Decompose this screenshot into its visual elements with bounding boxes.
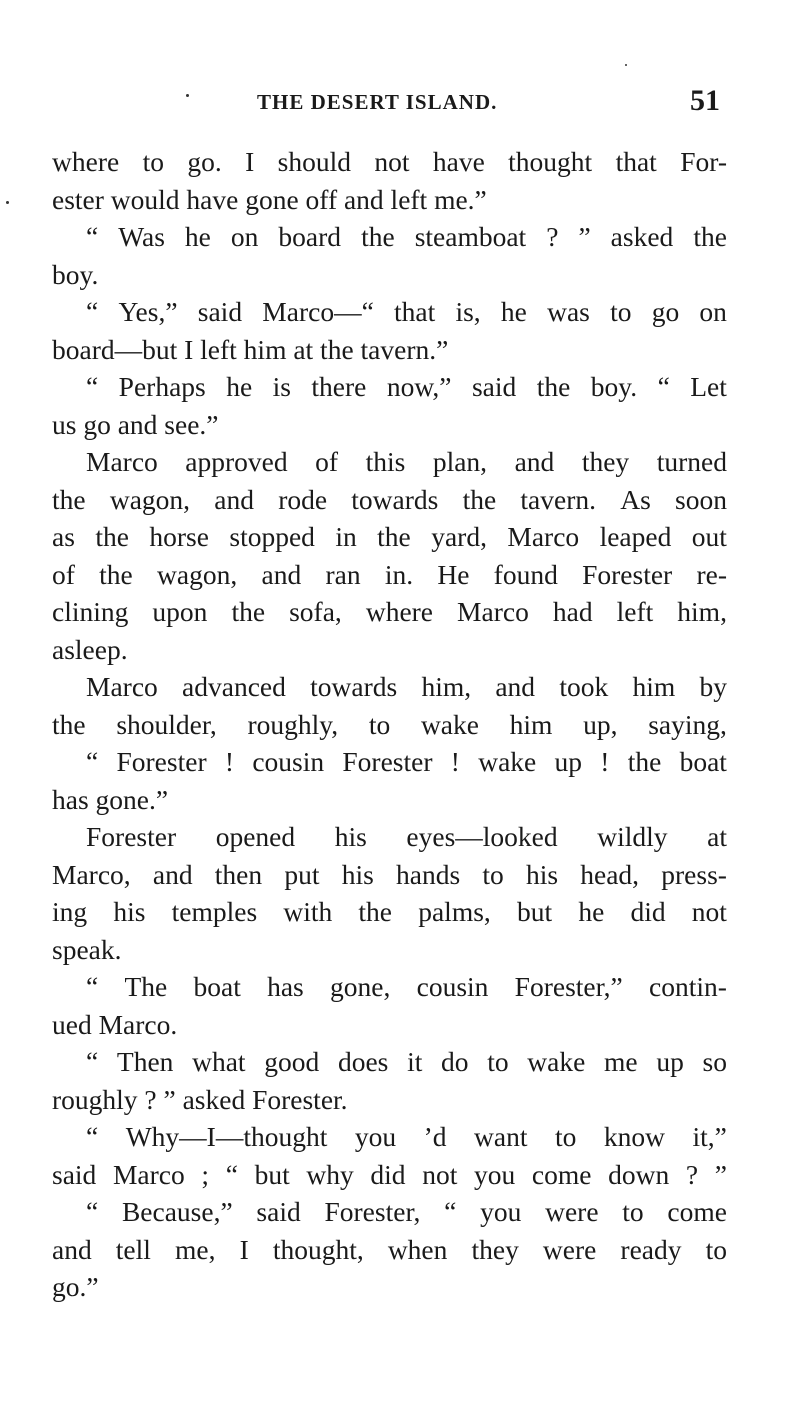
text-line: ester would have gone off and left me.” bbox=[52, 183, 487, 215]
text-line: clining upon the sofa, where Marco had left him, bbox=[52, 596, 727, 627]
text-line: “ The boat has gone, cousin Forester,” contin- bbox=[86, 971, 727, 1002]
print-speck bbox=[625, 64, 627, 66]
text-line: has gone.” bbox=[52, 783, 169, 815]
text-line: board—but I left him at the tavern.” bbox=[52, 333, 449, 365]
text-line: speak. bbox=[52, 933, 122, 965]
text-line: “ Why—I—thought you ’d want to know it,” bbox=[86, 1121, 727, 1152]
page-number: 51 bbox=[690, 84, 720, 117]
text-line: Forester opened his eyes—looked wildly at bbox=[86, 821, 727, 852]
running-head bbox=[0, 84, 796, 124]
text-line: “ Forester ! cousin Forester ! wake up ! the boat bbox=[86, 746, 727, 777]
text-line: ing his temples with the palms, but he did not bbox=[52, 896, 727, 927]
text-line: “ Then what good does it do to wake me up so bbox=[86, 1046, 727, 1077]
text-line: Marco approved of this plan, and they turned bbox=[86, 446, 727, 477]
text-line: Marco advanced towards him, and took him by bbox=[86, 671, 727, 702]
text-line: “ Was he on board the steamboat ? ” asked the bbox=[86, 221, 727, 252]
text-line: where to go. I should not have thought that For- bbox=[52, 146, 727, 177]
text-line: us go and see.” bbox=[52, 408, 219, 440]
text-line: boy. bbox=[52, 258, 99, 290]
text-line: and tell me, I thought, when they were ready to bbox=[52, 1233, 727, 1265]
text-line: said Marco ; “ but why did not you come down ? ” bbox=[52, 1158, 727, 1190]
text-line: as the horse stopped in the yard, Marco leaped out bbox=[52, 521, 727, 552]
text-line: of the wagon, and ran in. He found Forester re- bbox=[52, 558, 727, 590]
print-speck bbox=[186, 94, 189, 97]
text-line: the shoulder, roughly, to wake him up, saying, bbox=[52, 708, 727, 740]
text-line: ued Marco. bbox=[52, 1008, 178, 1040]
text-line: roughly ? ” asked Forester. bbox=[52, 1083, 348, 1115]
text-line: “ Perhaps he is there now,” said the boy. “ Let bbox=[86, 371, 727, 402]
body-text bbox=[52, 143, 727, 1306]
text-line: asleep. bbox=[52, 633, 128, 665]
text-line: “ Because,” said Forester, “ you were to come bbox=[86, 1196, 727, 1227]
text-line: go.” bbox=[52, 1271, 99, 1302]
text-line: Marco, and then put his hands to his head, press- bbox=[52, 858, 727, 890]
text-line: the wagon, and rode towards the tavern. As soon bbox=[52, 483, 727, 515]
running-title: THE DESERT ISLAND. bbox=[257, 90, 498, 114]
text-line: “ Yes,” said Marco—“ that is, he was to go on bbox=[86, 296, 727, 327]
print-speck bbox=[6, 201, 9, 204]
